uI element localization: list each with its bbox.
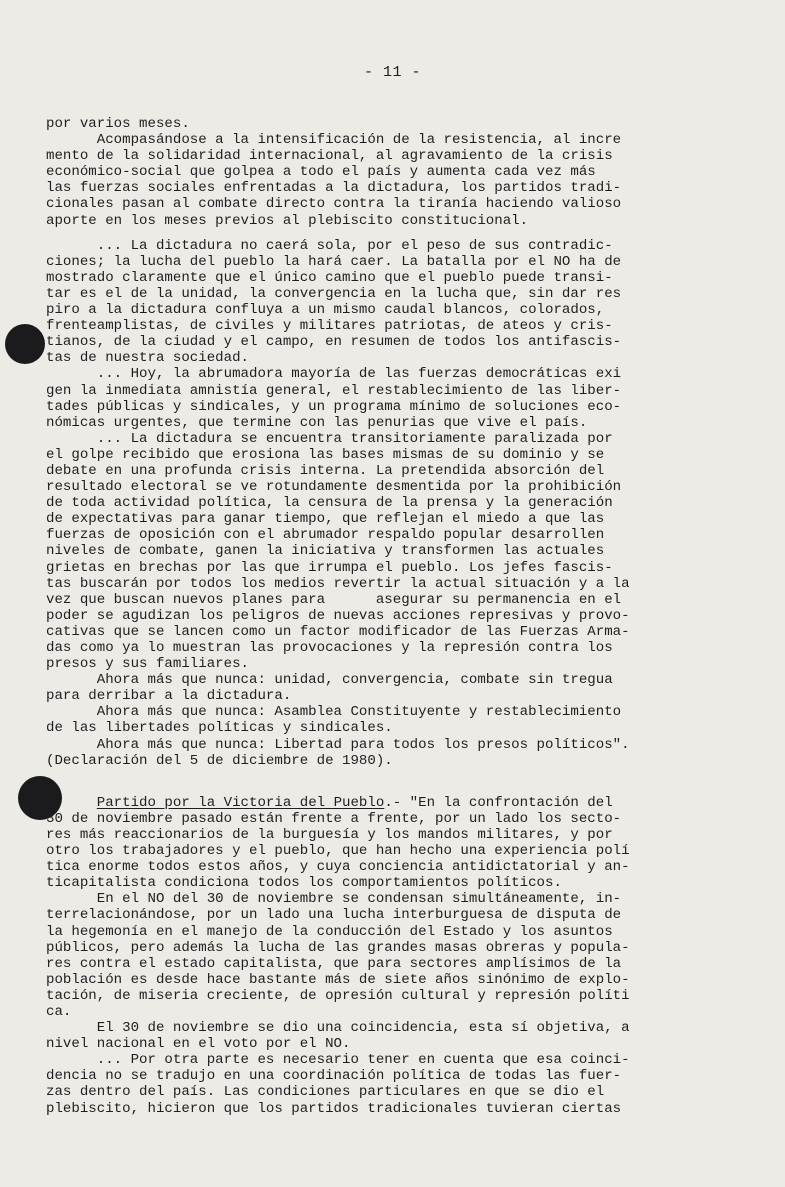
text-line: nómicas urgentes, que termine con las penurias que vive el país. (46, 414, 588, 431)
section-heading: Partido por la Victoria del Pueblo (96, 794, 385, 811)
text-line: zas dentro del país. Las condiciones particulares en que se dio el (46, 1084, 605, 1101)
text-line: tas buscarán por todos los medios revertir la actual situación y a la (46, 575, 630, 592)
text-line: frenteamplistas, de civiles y militares patriotas, de ateos y cris- (46, 318, 613, 335)
text-line: (Declaración del 5 de diciembre de 1980). (46, 752, 393, 769)
text-line: de toda actividad política, la censura de la prensa y la generación (46, 495, 613, 512)
text-line: Ahora más que nunca: Asamblea Constituyente y restablecimiento (46, 704, 622, 721)
punch-hole-mark (5, 324, 45, 364)
section-indent (46, 795, 97, 811)
text-line: terrelacionándose, por un lado una lucha interburguesa de disputa de (46, 907, 622, 924)
text-line: En el NO del 30 de noviembre se condensan simultáneamente, in- (46, 891, 622, 908)
section-first-line-rest: .- "En la confrontación del (384, 794, 613, 811)
text-line: ciones; la lucha del pueblo la hará caer. La batalla por el NO ha de (46, 253, 622, 270)
page-number: - 11 - (363, 64, 421, 81)
text-line: otro los trabajadores y el pueblo, que han hecho una experiencia polí (46, 843, 630, 860)
text-line: ticapitalista condiciona todos los comportamientos políticos. (46, 875, 562, 892)
section-first-line (46, 795, 746, 811)
declaration-quote (46, 238, 746, 769)
text-line: el golpe recibido que erosiona las bases mismas de su dominio y se (46, 446, 605, 463)
text-line: económico-social que golpea a todo el país y aumenta cada vez más (46, 164, 596, 181)
text-line: Ahora más que nunca: unidad, convergencia, combate sin tregua (46, 672, 613, 689)
text-line: mostrado claramente que el único camino que el pueblo puede transi- (46, 269, 613, 286)
text-line: 30 de noviembre pasado están frente a frente, por un lado los secto- (46, 810, 622, 827)
text-line: de expectativas para ganar tiempo, que reflejan el miedo a que las (46, 511, 605, 528)
text-line: das como ya lo muestran las provocaciones y la represión contra los (46, 640, 613, 656)
text-line: nivel nacional en el voto por el NO. (46, 1036, 351, 1053)
section-pvp (46, 795, 746, 1117)
text-line: grietas en brechas por las que irrumpa el pueblo. Los jefes fascis- (46, 559, 613, 576)
text-line: gen la inmediata amnistía general, el restablecimiento de las liber- (46, 382, 622, 399)
text-line: mento de la solidaridad internacional, al agravamiento de la crisis (46, 148, 613, 165)
text-line: cionales pasan al combate directo contra la tiranía haciendo valioso (46, 196, 622, 213)
text-line: públicos, pero además la lucha de las grandes masas obreras y popula- (46, 939, 630, 956)
text-line: para derribar a la dictadura. (46, 688, 292, 705)
text-line: ca. (46, 1003, 72, 1020)
text-line: niveles de combate, ganen la iniciativa y transformen las actuales (46, 543, 605, 560)
text-line: tar es el de la unidad, la convergencia en la lucha que, sin dar res (46, 285, 622, 302)
text-line: resultado electoral se ve rotundamente desmentida por la prohibición (46, 479, 622, 496)
text-line: ... La dictadura se encuentra transitoriamente paralizada por (46, 430, 613, 447)
text-line: dencia no se tradujo en una coordinación política de todas las fuer- (46, 1068, 622, 1085)
text-line: de las libertades políticas y sindicales. (46, 720, 393, 737)
text-line: tas de nuestra sociedad. (46, 350, 249, 367)
text-line: tianos, de la ciudad y el campo, en resumen de todos los antifascis- (46, 334, 622, 351)
text-line: cativas que se lancen como un factor modificador de las Fuerzas Arma- (46, 623, 630, 640)
paragraph-intro (46, 116, 746, 229)
text-line: la hegemonía en el manejo de la conducción del Estado y los asuntos (46, 923, 613, 940)
text-line: tica enorme todos estos años, y cuya conciencia antidictatorial y an- (46, 859, 630, 876)
text-line: El 30 de noviembre se dio una coincidencia, esta sí objetiva, a (46, 1020, 630, 1037)
text-line: tación, de miseria creciente, de opresión cultural y represión políti (46, 987, 630, 1004)
text-line: fuerzas de oposición con el abrumador respaldo popular desarrollen (46, 527, 605, 544)
text-line: poder se agudizan los peligros de nuevas acciones represivas y provo- (46, 607, 630, 624)
text-line: las fuerzas sociales enfrentadas a la dictadura, los partidos tradi- (46, 180, 622, 197)
text-line: ... Por otra parte es necesario tener en cuenta que esa coinci- (46, 1052, 630, 1069)
text-line: debate en una profunda crisis interna. La pretendida absorción del (46, 462, 605, 479)
text-line: Acompasándose a la intensificación de la resistencia, al incre (46, 132, 622, 149)
text-line: Ahora más que nunca: Libertad para todos los presos políticos". (46, 736, 630, 753)
text-line: por varios meses. (46, 116, 190, 132)
text-line: ... Hoy, la abrumadora mayoría de las fuerzas democráticas exi (46, 366, 622, 383)
text-line: vez que buscan nuevos planes para asegurar su permanencia en el (46, 591, 622, 608)
text-line: ... La dictadura no caerá sola, por el peso de sus contradic- (46, 237, 613, 254)
text-line: res más reaccionarios de la burguesía y los mandos militares, y por (46, 826, 613, 843)
text-line: piro a la dictadura confluya a un mismo caudal blancos, colorados, (46, 302, 605, 319)
document-body (46, 116, 746, 1117)
text-line: tades públicas y sindicales, y un programa mínimo de soluciones eco- (46, 398, 622, 415)
text-line: plebiscito, hicieron que los partidos tradicionales tuvieran ciertas (46, 1100, 622, 1117)
text-line: población es desde hace bastante más de siete años sinónimo de explo- (46, 971, 630, 988)
text-line: aporte en los meses previos al plebiscito constitucional. (46, 212, 529, 229)
text-line: res contra el estado capitalista, que para sectores amplísimos de la (46, 955, 622, 972)
text-line: presos y sus familiares. (46, 656, 249, 673)
